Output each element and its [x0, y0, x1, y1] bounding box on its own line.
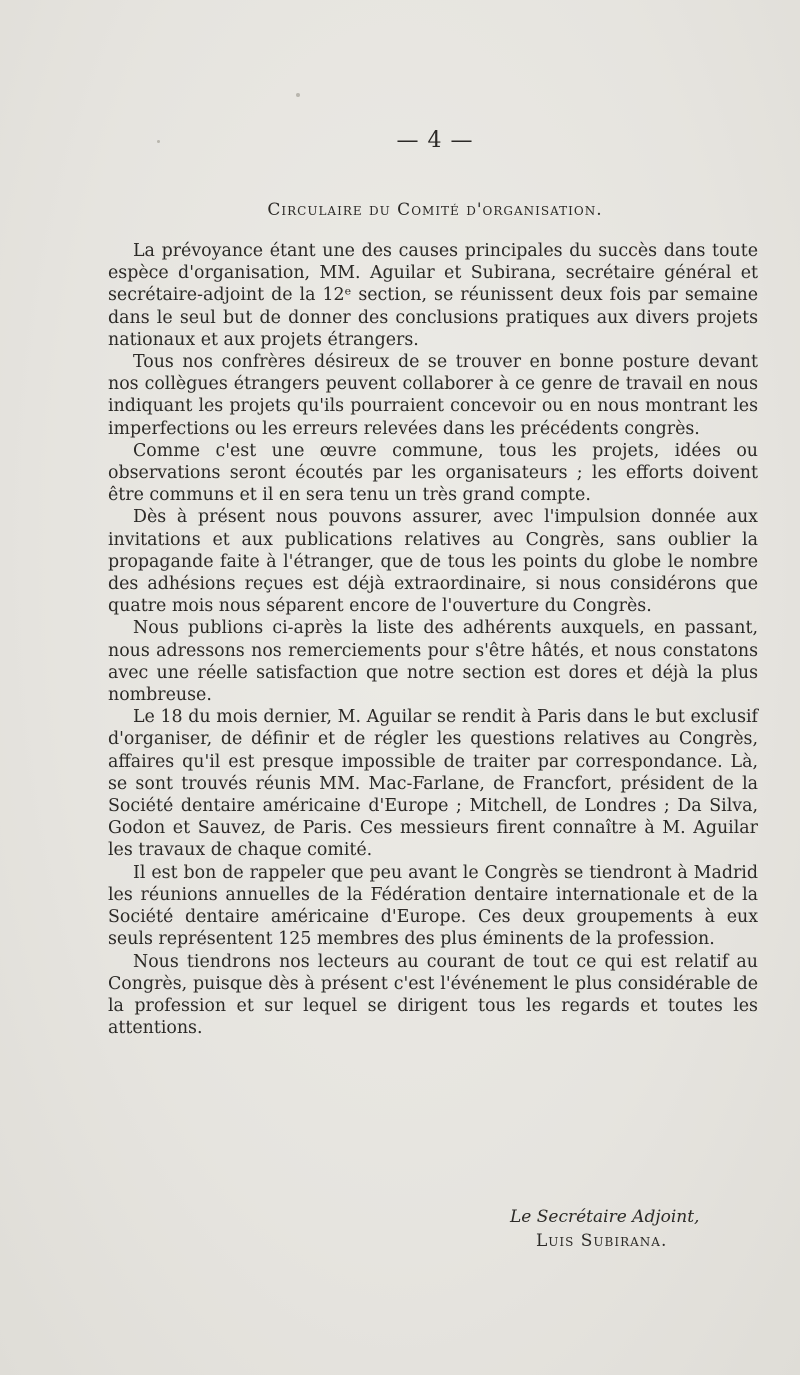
signature-block: [510, 1205, 699, 1253]
paragraph: Dès à présent nous pouvons assurer, avec l'impulsion donnée aux invitations et aux publications relatives au Congrès, sans oublier la propagande faite à l'étranger, que de tous les points du globe le nombre des adhésions reçues est déjà extraordinaire, si nous considérons que quatre mois nous séparent encore de l'ouverture du Congrès.: [108, 507, 758, 617]
paper-speck: [296, 93, 300, 97]
paragraph: Comme c'est une œuvre commune, tous les projets, idées ou observations seront écoutés par les organisateurs ; les efforts doivent être communs et il en sera tenu un très grand compte.: [108, 440, 758, 506]
paragraph: Nous publions ci-après la liste des adhérents auxquels, en passant, nous adressons nos remerciements pour s'être hâtés, et nous constatons avec une réelle satisfaction que notre section est dores et déjà la plus nombreuse.: [108, 618, 758, 706]
page-number: — 4 —: [396, 128, 474, 153]
paragraph: Tous nos confrères désireux de se trouver en bonne posture devant nos collègues étrangers peuvent collaborer à ce genre de travail en nous indiquant les projets qu'ils pourraient concevoir ou en nous montrant les imperfections ou les erreurs relevées dans les précédents congrès.: [108, 352, 758, 439]
body-text: [108, 240, 758, 1039]
paragraph: Il est bon de rappeler que peu avant le Congrès se tiendront à Madrid les réunions annuelles de la Fédération dentaire internationale et de la Société dentaire américaine d'Europe. Ces deux groupements à eux seuls représentent 125 membres des plus éminents de la profession.: [108, 862, 758, 950]
paragraph: Le 18 du mois dernier, M. Aguilar se rendit à Paris dans le but exclusif d'organiser, de définir et de régler les questions relatives au Congrès, affaires qu'il est presque impossible de traiter par correspondance. Là, se sont trouvés réunis MM. Mac-Farlane, de Francfort, président de la Société dentaire américaine d'Europe ; Mitchell, de Londres ; Da Silva, Godon et Sauvez, de Paris. Ces messieurs firent connaître à M. Aguilar les travaux de chaque comité.: [108, 707, 758, 861]
signature-name: Luis Subirana.: [536, 1231, 668, 1251]
paragraph: Nous tiendrons nos lecteurs au courant de tout ce qui est relatif au Congrès, puisque dès à présent c'est l'événement le plus considérable de la profession et sur lequel se dirigent tous les regards et toutes les attentions.: [108, 951, 758, 1039]
section-heading: Circulaire du Comité d'organisation.: [267, 200, 603, 220]
signature-title: Le Secrétaire Adjoint,: [510, 1207, 700, 1227]
paragraph: La prévoyance étant une des causes principales du succès dans toute espèce d'organisation, MM. Aguilar et Subirana, secrétaire général et secrétaire-adjoint de la 12ᵉ section, se réunissent deux fois par semaine dans le seul but de donner des conclusions pratiques aux divers projets nationaux et aux projets étrangers.: [108, 241, 758, 350]
